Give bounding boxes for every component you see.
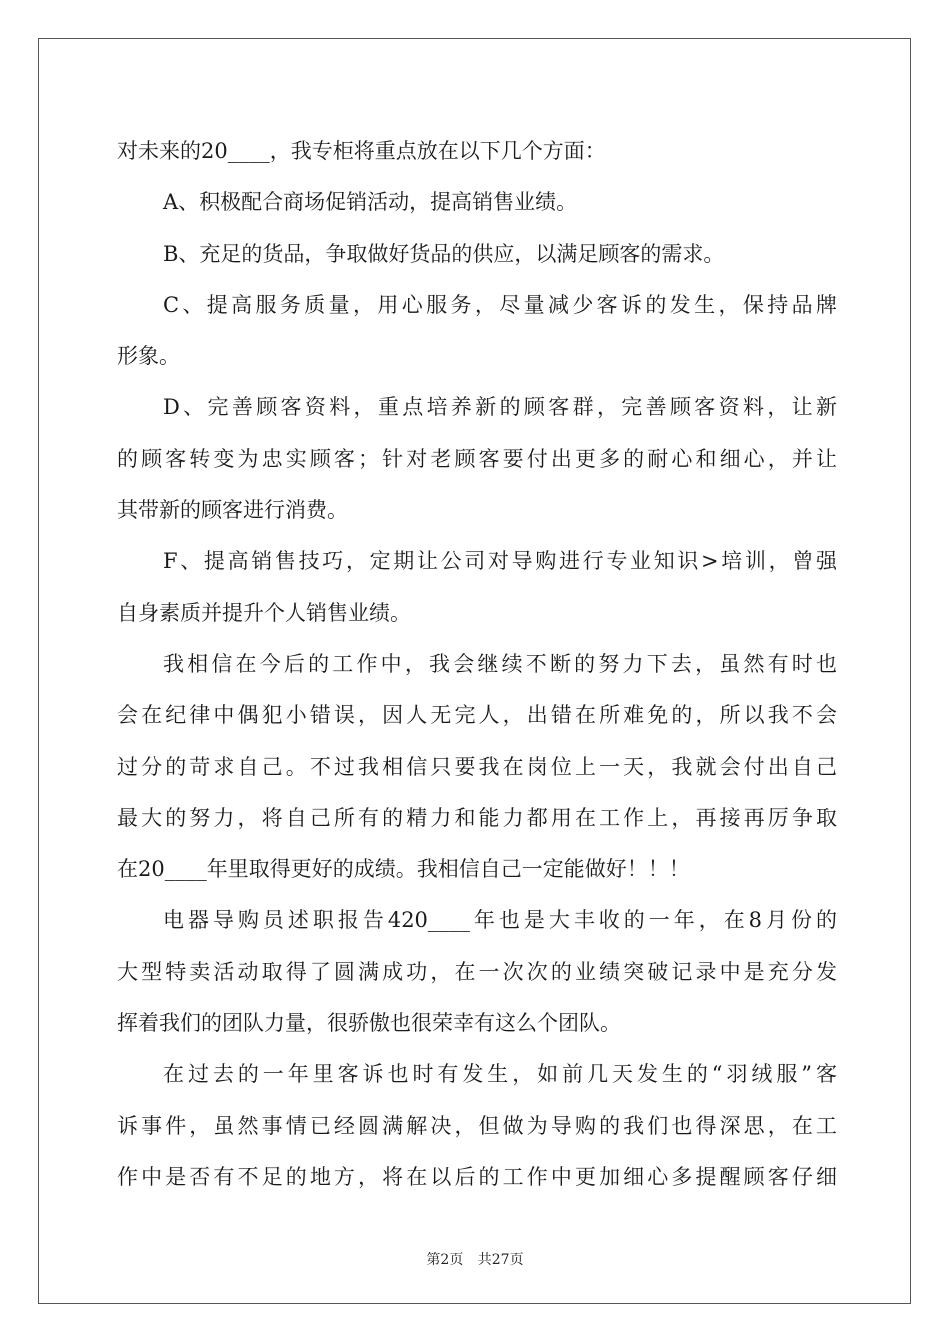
text-line: 在过去的一年里客诉也时有发生，如前几天发生的“羽绒服”客: [163, 1062, 837, 1087]
text-line: 最大的努力，将自己所有的精力和能力都用在工作上，再接再厉争取: [117, 805, 837, 830]
text-line: 其带新的顾客进行消费。: [117, 498, 348, 523]
text-line: 形象。: [117, 344, 180, 369]
text-line: 会在纪律中偶犯小错误，因人无完人，出错在所难免的，所以我不会: [117, 703, 837, 728]
text-line: B、充足的货品，争取做好货品的供应，以满足顾客的需求。: [163, 241, 725, 266]
text-line: 诉事件，虽然事情已经圆满解决，但做为导购的我们也得深思，在工: [117, 1113, 837, 1138]
text-line: 电器导购员述职报告420____年也是大丰收的一年，在8月份的: [163, 908, 837, 933]
text-line: 的顾客转变为忠实顾客；针对老顾客要付出更多的耐心和细心，并让: [117, 446, 837, 471]
text-line: 作中是否有不足的地方，将在以后的工作中更加细心多提醒顾客仔细: [117, 1164, 837, 1189]
document-body: [117, 126, 837, 1203]
text-line: 我相信在今后的工作中，我会继续不断的努力下去，虽然有时也: [163, 651, 837, 676]
text-line: 在20____年里取得更好的成绩。我相信自己一定能做好！！！: [117, 857, 690, 882]
text-line: A、积极配合商场促销活动，提高销售业绩。: [163, 190, 578, 215]
text-line: 挥着我们的团队力量，很骄傲也很荣幸有这么个团队。: [117, 1011, 621, 1036]
text-line: D、完善顾客资料，重点培养新的顾客群，完善顾客资料，让新: [163, 395, 837, 420]
text-line: 自身素质并提升个人销售业绩。: [117, 600, 411, 625]
text-line: 大型特卖活动取得了圆满成功，在一次次的业绩突破记录中是充分发: [117, 959, 837, 984]
text-line: F、提高销售技巧，定期让公司对导购进行专业知识>培训，曾强: [163, 549, 837, 574]
text-line: C、提高服务质量，用心服务，尽量减少客诉的发生，保持品牌: [163, 292, 837, 317]
page-number: 第2页 共27页: [426, 1252, 524, 1268]
text-line: 过分的苛求自己。不过我相信只要我在岗位上一天，我就会付出自己: [117, 754, 837, 779]
text-line: 对未来的20____，我专柜将重点放在以下几个方面：: [117, 139, 606, 163]
